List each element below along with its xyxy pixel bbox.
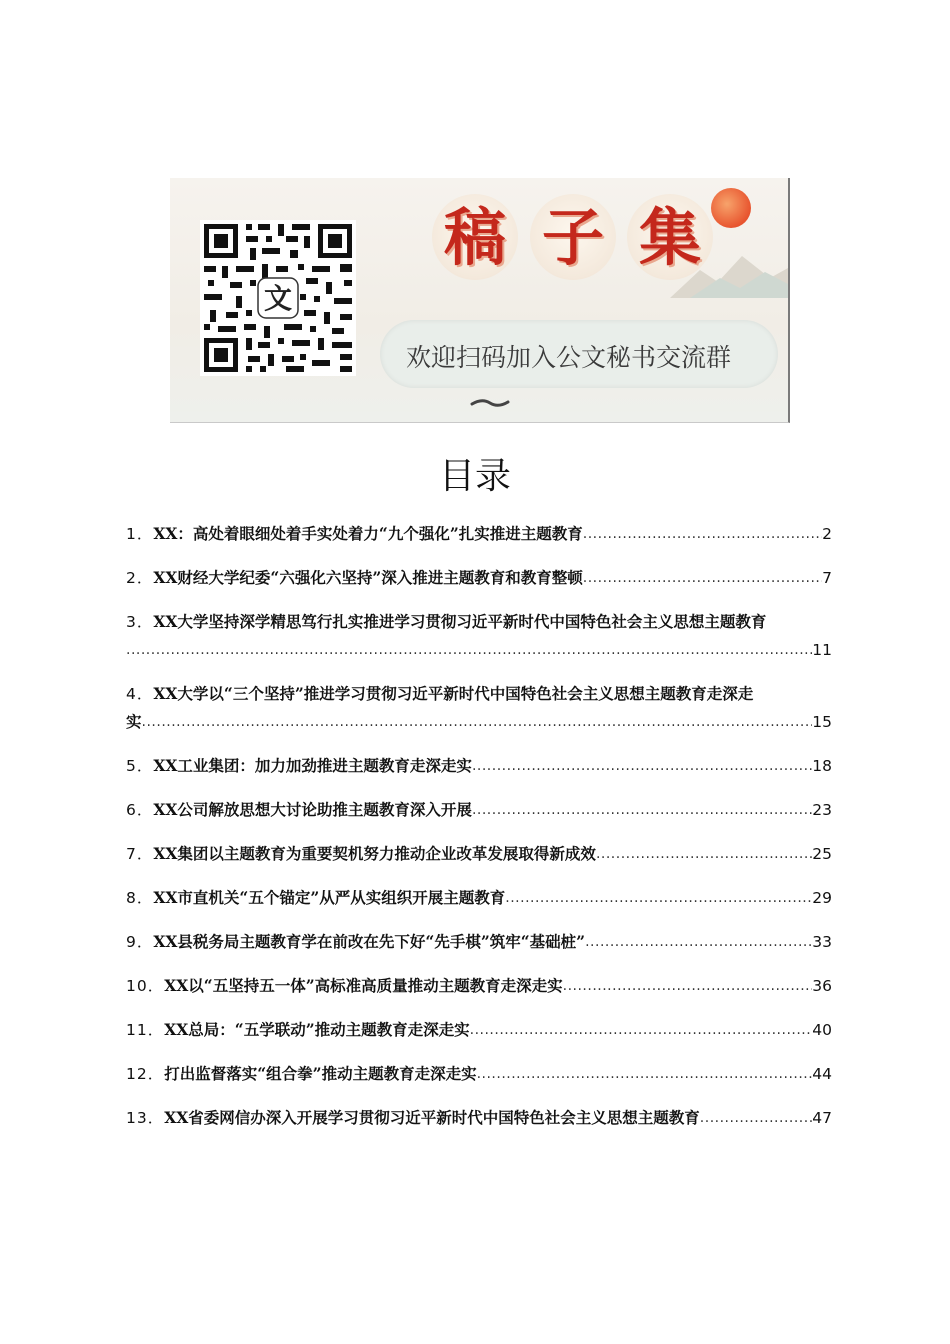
toc-entry-title-continued: 实	[126, 712, 142, 731]
toc-entry-page: 23	[812, 801, 832, 819]
toc-entry-number: 3．	[126, 613, 154, 631]
toc-entry[interactable]	[126, 796, 832, 824]
toc-entry-page: 40	[812, 1021, 832, 1039]
leader-dots	[596, 840, 812, 868]
toc-entry-number: 13．	[126, 1109, 165, 1127]
leader-dots	[585, 928, 812, 956]
toc-entry-page: 33	[812, 933, 832, 951]
toc-entry-number: 2．	[126, 569, 154, 587]
toc-entry-page: 2	[822, 525, 832, 543]
toc-entry[interactable]	[126, 1016, 832, 1044]
toc-entry-page: 44	[812, 1065, 832, 1083]
toc-entry[interactable]	[126, 972, 832, 1000]
toc-entry[interactable]	[126, 752, 832, 780]
leader-dots	[470, 1016, 813, 1044]
toc-entry-title: XX财经大学纪委“六强化六坚持”深入推进主题教育和教育整顿	[153, 568, 583, 587]
toc-entry-page: 25	[812, 845, 832, 863]
toc-entry-number: 9．	[126, 933, 154, 951]
toc-entry[interactable]	[126, 608, 832, 664]
toc-entry-title: XX市直机关“五个锚定”从严从实组织开展主题教育	[153, 888, 506, 907]
leader-dots	[472, 752, 812, 780]
ink-brush-icon	[470, 396, 510, 410]
toc-entry-number: 8．	[126, 889, 154, 907]
toc-entry-page: 47	[812, 1109, 832, 1127]
toc-entry-title: XX集团以主题教育为重要契机努力推动企业改革发展取得新成效	[153, 844, 596, 863]
toc-entry-number: 4．	[126, 685, 154, 703]
toc-entry[interactable]	[126, 680, 832, 736]
toc-entry[interactable]	[126, 520, 832, 548]
leader-dots	[477, 1060, 813, 1088]
toc-entry-title: XX：高处着眼细处着手实处着力“九个强化”扎实推进主题教育	[153, 524, 583, 543]
toc-entry-page: 11	[812, 641, 832, 659]
leader-dots	[700, 1104, 812, 1132]
toc-entry-number: 6．	[126, 801, 154, 819]
brand-char-3: 集	[638, 201, 701, 274]
toc-entry-number: 1．	[126, 525, 154, 543]
toc-entry[interactable]	[126, 1060, 832, 1088]
toc-entry-title: XX工业集团：加力加劲推进主题教育走深走实	[153, 756, 472, 775]
toc-entry-number: 11．	[126, 1021, 165, 1039]
toc-entry-title: XX公司解放思想大讨论助推主题教育深入开展	[153, 800, 472, 819]
toc-entry-page: 36	[812, 977, 832, 995]
toc-entry-title: XX县税务局主题教育学在前改在先下好“先手棋”筑牢“基础桩”	[153, 932, 586, 951]
sun-icon	[711, 188, 751, 228]
toc-entry-number: 5．	[126, 757, 154, 775]
leader-dots	[142, 708, 813, 736]
leader-dots	[563, 972, 813, 1000]
toc-entry[interactable]	[126, 840, 832, 868]
leader-dots	[126, 636, 812, 664]
toc-entry-title: XX总局：“五学联动”推动主题教育走深走实	[164, 1020, 470, 1039]
qr-code	[200, 220, 356, 376]
qr-logo-text: 文	[263, 282, 293, 315]
leader-dots	[472, 796, 812, 824]
toc-entry-page: 7	[822, 569, 832, 587]
promo-banner	[170, 178, 790, 423]
brand-char-1: 稿	[443, 201, 506, 274]
toc-title: 目录	[438, 456, 511, 497]
brand-char-2: 子	[541, 201, 604, 274]
toc-entry-page: 18	[812, 757, 832, 775]
toc-entry[interactable]	[126, 564, 832, 592]
toc-entry-page: 29	[812, 889, 832, 907]
toc-entry-title: XX大学以“三个坚持”推进学习贯彻习近平新时代中国特色社会主义思想主题教育走深走	[153, 684, 754, 703]
mountain-icon	[670, 238, 788, 298]
toc-entry-title: 打出监督落实“组合拳”推动主题教育走深走实	[164, 1064, 477, 1083]
toc-entry-title: XX大学坚持深学精思笃行扎实推进学习贯彻习近平新时代中国特色社会主义思想主题教育	[153, 612, 767, 631]
toc-entry-title: XX以“五坚持五一体”高标准高质量推动主题教育走深走实	[164, 976, 563, 995]
qr-code-icon	[200, 220, 356, 376]
toc-entry[interactable]	[126, 928, 832, 956]
leader-dots	[583, 520, 822, 548]
toc-entry-number: 12．	[126, 1065, 165, 1083]
banner-tagline: 欢迎扫码加入公文秘书交流群	[406, 343, 732, 372]
leader-dots	[583, 564, 822, 592]
toc-entry-number: 7．	[126, 845, 154, 863]
leader-dots	[505, 884, 812, 912]
toc-entry-page: 15	[812, 713, 832, 731]
toc-entry[interactable]	[126, 884, 832, 912]
toc-entry-title: XX省委网信办深入开展学习贯彻习近平新时代中国特色社会主义思想主题教育	[164, 1108, 700, 1127]
toc-entry[interactable]	[126, 1104, 832, 1132]
toc-entry-number: 10．	[126, 977, 165, 995]
